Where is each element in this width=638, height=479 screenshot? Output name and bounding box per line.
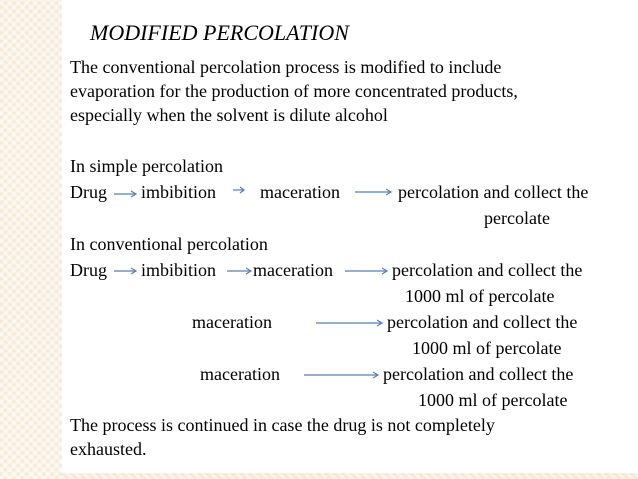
arrow-icon bbox=[303, 369, 381, 381]
conventional-maceration-label-3: maceration bbox=[200, 364, 280, 384]
intro-line-2: evaporation for the production of more concentrated products, bbox=[70, 81, 518, 101]
arrow-icon bbox=[232, 184, 246, 196]
conventional-percolation-heading: In conventional percolation bbox=[70, 234, 268, 254]
conclusion-line-2: exhausted. bbox=[70, 439, 147, 459]
arrow-icon bbox=[344, 265, 390, 277]
conventional-volume-label-1: 1000 ml of percolate bbox=[405, 286, 555, 306]
simple-percolation-label: percolation and collect the bbox=[398, 182, 589, 202]
conventional-maceration-label-1: maceration bbox=[253, 260, 333, 280]
arrow-icon bbox=[113, 188, 139, 200]
simple-maceration-label: maceration bbox=[260, 182, 340, 202]
arrow-icon bbox=[226, 265, 254, 277]
intro-line-3: especially when the solvent is dilute alcohol bbox=[70, 105, 388, 125]
decorative-bottom-band bbox=[62, 473, 638, 479]
slide-title: MODIFIED PERCOLATION bbox=[90, 20, 349, 45]
conventional-percolation-label-2: percolation and collect the bbox=[387, 312, 578, 332]
conventional-volume-label-2: 1000 ml of percolate bbox=[412, 338, 562, 358]
conventional-percolation-label-1: percolation and collect the bbox=[392, 260, 583, 280]
conventional-volume-label-3: 1000 ml of percolate bbox=[418, 390, 568, 410]
decorative-side-band bbox=[0, 0, 62, 479]
intro-line-1: The conventional percolation process is modified to include bbox=[70, 57, 502, 77]
arrow-icon bbox=[354, 186, 394, 198]
conventional-drug-label: Drug bbox=[70, 260, 107, 280]
conclusion-line-1: The process is continued in case the drug is not completely bbox=[70, 415, 495, 435]
arrow-icon bbox=[315, 317, 385, 329]
simple-drug-label: Drug bbox=[70, 182, 107, 202]
conventional-imbibition-label: imbibition bbox=[141, 260, 217, 280]
simple-imbibition-label: imbibition bbox=[141, 182, 217, 202]
arrow-icon bbox=[113, 265, 139, 277]
conventional-percolation-label-3: percolation and collect the bbox=[383, 364, 574, 384]
conventional-maceration-label-2: maceration bbox=[192, 312, 272, 332]
simple-percolation-heading: In simple percolation bbox=[70, 156, 223, 176]
simple-percolate-label: percolate bbox=[484, 208, 550, 228]
